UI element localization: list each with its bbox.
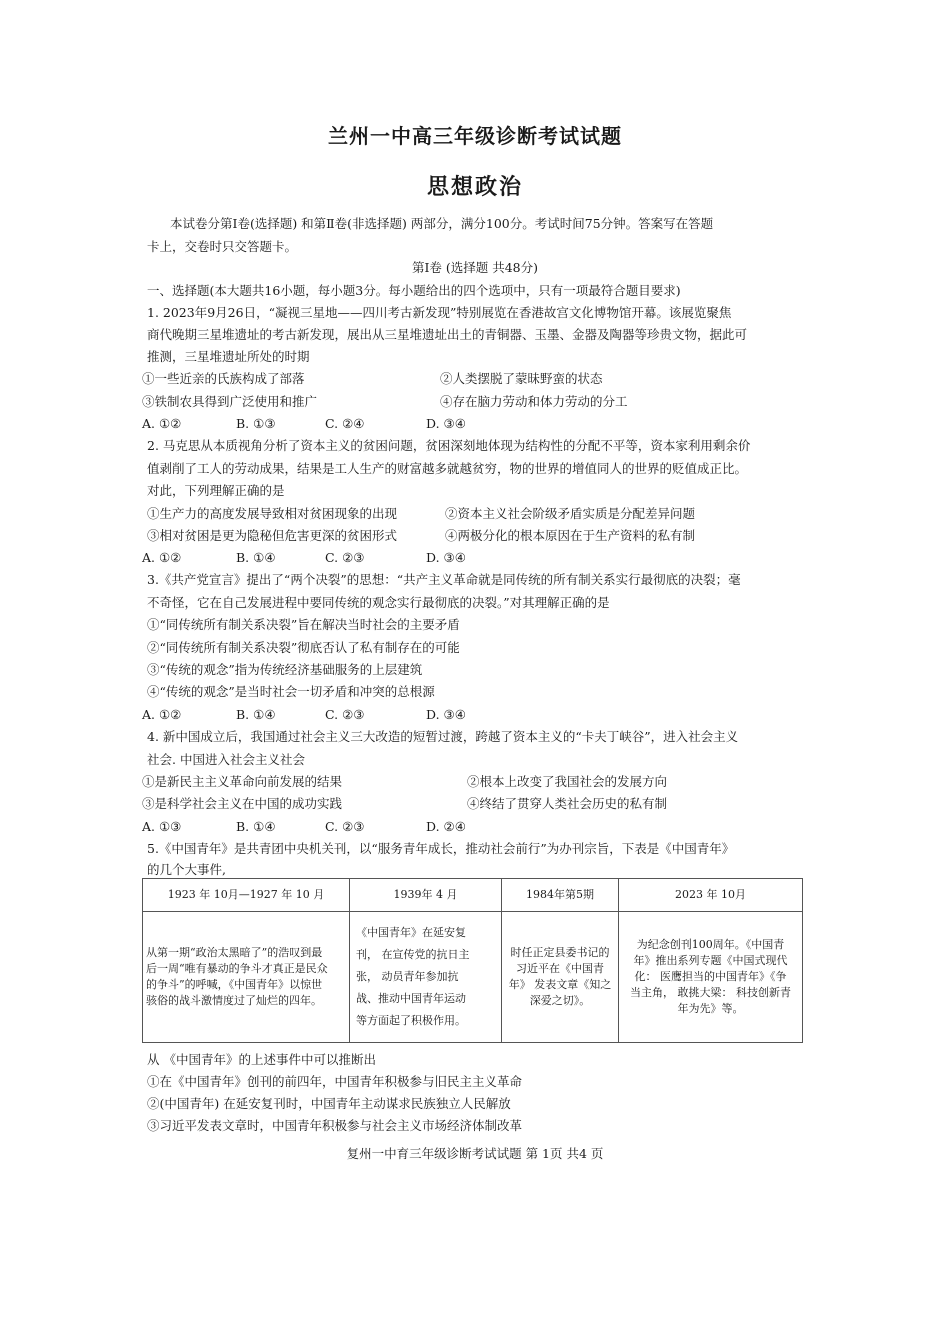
q4-statement-2: ②根本上改变了我国社会的发展方向 <box>467 774 668 789</box>
q5-lead: 从 《中国青年》的上述事件中可以推断出 <box>147 1052 376 1067</box>
q2-stem-line-3: 对此，下列理解正确的是 <box>147 483 285 498</box>
q5-stem-line-1: 5.《中国青年》是共青团中央机关刊，以“服务青年成长，推动社会前行”为办刊宗旨，下表是《中国青年》 <box>147 841 735 856</box>
cell-line: 习近平在《中国青 <box>516 962 604 975</box>
q1-stem-line-2: 商代晚期三星堆遗址的考古新发现，展出从三星堆遗址出土的青铜器、玉墨、金器及陶器等珍贵文物，据此可 <box>147 327 748 342</box>
q2-statement-1: ①生产力的高度发展导致相对贫困现象的出现 <box>147 506 398 521</box>
cell-line: 年为先》等。 <box>677 1002 744 1015</box>
cell-line: 深爱之切》。 <box>529 994 591 1007</box>
table-cell <box>350 912 502 1043</box>
table-header-cell: 2023 年 10月 <box>619 879 803 912</box>
cell-line: 刊， 在宣传党的抗日主 <box>356 948 470 961</box>
cell-line: 战、推动中国青年运动 <box>356 992 466 1005</box>
q3-statement-2: ②“同传统所有制关系决裂”彻底否认了私有制存在的可能 <box>147 640 460 655</box>
cell-line: 从第一期“政治太黑暗了”的浩叹到最 <box>146 946 323 959</box>
q2-statement-3: ③相对贫困是更为隐秘但危害更深的贫困形式 <box>147 528 398 543</box>
table-cell <box>502 912 619 1043</box>
cell-line: 张， 动员青年参加抗 <box>356 970 459 983</box>
q2-option-a: A. ①② <box>142 550 182 565</box>
q4-option-c: C. ②③ <box>325 819 365 834</box>
section-description: 一、选择题(本大题共16小题，每小题3分。每小题给出的四个选项中，只有一项最符合题目要求) <box>147 283 681 298</box>
q4-statement-4: ④终结了贯穿人类社会历史的私有制 <box>467 796 668 811</box>
q4-statement-3: ③是科学社会主义在中国的成功实践 <box>142 796 343 811</box>
intro-line-2: 卡上，交卷时只交答题卡。 <box>147 239 298 254</box>
q2-option-c: C. ②③ <box>325 550 365 565</box>
q3-option-c: C. ②③ <box>325 707 365 722</box>
cell-line: 《中国青年》在延安复 <box>356 926 466 939</box>
cell-line: 当主角， 敢挑大梁： 科技创新青 <box>630 986 791 999</box>
q5-statement-2: ②(中国青年) 在延安复刊时，中国青年主动谋求民族独立人民解放 <box>147 1096 511 1111</box>
intro-line-1: 本试卷分第Ⅰ卷(选择题) 和第Ⅱ卷(非选择题) 两部分，满分100分。考试时间75分钟。答案写在答题 <box>170 216 714 231</box>
q2-stem-line-2: 值剥削了工人的劳动成果，结果是工人生产的财富越多就越贫穷，物的世界的增值同人的世界的贬值成正比。 <box>147 461 748 476</box>
q4-option-a: A. ①③ <box>142 819 182 834</box>
q3-stem-line-2: 不奇怪，它在自己发展进程中要同传统的观念实行最彻底的决裂。”对其理解正确的是 <box>147 595 610 610</box>
q2-statement-4: ④两极分化的根本原因在于生产资料的私有制 <box>445 528 696 543</box>
q1-statement-1: ①一些近亲的氏族构成了部落 <box>142 371 305 386</box>
table-cell <box>619 912 803 1043</box>
cell-line: 时任正定县委书记的 <box>510 946 610 959</box>
q1-option-b: B. ①③ <box>236 416 276 431</box>
q5-stem-line-2: 的几个大事件, <box>147 862 226 877</box>
q2-option-b: B. ①④ <box>236 550 276 565</box>
q4-option-d: D. ②④ <box>426 819 466 834</box>
cell-line: 等方面起了积极作用。 <box>356 1014 466 1027</box>
q1-stem-line-3: 推测，三星堆遗址所处的时期 <box>147 349 310 364</box>
exam-title: 兰州一中高三年级诊断考试试题 <box>328 124 622 148</box>
table-header-cell: 1939年 4 月 <box>350 879 502 912</box>
q3-statement-3: ③“传统的观念”指为传统经济基础服务的上层建筑 <box>147 662 423 677</box>
q2-option-d: D. ③④ <box>426 550 466 565</box>
q2-stem-line-1: 2. 马克思从本质视角分析了资本主义的贫困问题，贫困深刻地体现为结构性的分配不平等，资本家利用剩余价 <box>147 438 751 453</box>
table-header-cell: 1923 年 10月—1927 年 10 月 <box>143 879 350 912</box>
table-cell <box>143 912 350 1043</box>
cell-line: 为纪念创刊100周年。《中国青 <box>636 938 785 951</box>
q3-statement-4: ④“传统的观念”是当时社会一切矛盾和冲突的总根源 <box>147 684 435 699</box>
q4-option-b: B. ①④ <box>236 819 276 834</box>
page-footer: 复州一中育三年级诊断考试试题 第 1页 共4 页 <box>346 1146 604 1161</box>
table-header-row <box>143 879 803 912</box>
q4-statement-1: ①是新民主主义革命向前发展的结果 <box>142 774 343 789</box>
cell-line: 年》推出系列专题《中国式现代 <box>633 954 788 967</box>
cell-line: 骇俗的战斗激情度过了灿烂的四年。 <box>146 994 322 1007</box>
subject-title: 思想政治 <box>426 174 523 200</box>
q4-stem-line-2: 社会. 中国进入社会主义社会 <box>147 752 305 767</box>
q4-stem-line-1: 4. 新中国成立后，我国通过社会主义三大改造的短暂过渡，跨越了资本主义的“卡夫丁峡谷”，进入社会主义 <box>147 729 739 744</box>
q3-statement-1: ①“同传统所有制关系决裂”旨在解决当时社会的主要矛盾 <box>147 617 460 632</box>
q1-option-d: D. ③④ <box>426 416 466 431</box>
cell-line: 后一周“唯有暴动的争斗才真正是民众 <box>146 962 328 975</box>
table-header-cell: 1984年第5期 <box>502 879 619 912</box>
q1-statement-2: ②人类摆脱了蒙昧野蛮的状态 <box>440 371 603 386</box>
cell-line: 化： 医鹰担当的中国青年》《争 <box>634 970 787 983</box>
q1-stem-line-1: 1. 2023年9月26日，“凝视三星地——四川考古新发现”特别展览在香港故宫文化博物馆开幕。该展览聚焦 <box>147 305 732 320</box>
q5-statement-3: ③习近平发表文章时，中国青年积极参与社会主义市场经济体制改革 <box>147 1118 523 1133</box>
q1-option-a: A. ①② <box>142 416 182 431</box>
events-table <box>142 878 803 1043</box>
cell-line: 的争斗”的呼喊，《中国青年》以惊世 <box>146 978 323 991</box>
q3-stem-line-1: 3.《共产党宣言》提出了“两个决裂”的思想：“共产主义革命就是同传统的所有制关系实行最彻底的决裂；毫 <box>147 572 741 587</box>
q1-statement-3: ③铁制农具得到广泛使用和推广 <box>142 394 318 409</box>
q1-statement-4: ④存在脑力劳动和体力劳动的分工 <box>440 394 628 409</box>
q1-option-c: C. ②④ <box>325 416 365 431</box>
cell-line: 年》 发表文章《知之 <box>508 978 612 991</box>
table-row <box>143 912 803 1043</box>
q3-option-a: A. ①② <box>142 707 182 722</box>
q3-option-b: B. ①④ <box>236 707 276 722</box>
q2-statement-2: ②资本主义社会阶级矛盾实质是分配差异问题 <box>445 506 696 521</box>
section-title: 第Ⅰ卷 (选择题 共48分) <box>411 260 539 275</box>
q3-option-d: D. ③④ <box>426 707 466 722</box>
q5-statement-1: ①在《中国青年》创刊的前四年，中国青年积极参与旧民主主义革命 <box>147 1074 523 1089</box>
